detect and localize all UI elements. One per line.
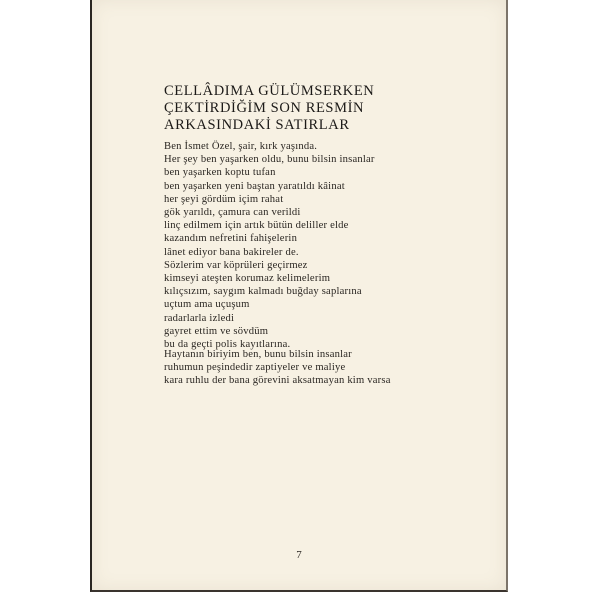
poem-line: ruhumun peşindedir zaptiyeler ve maliye — [164, 362, 346, 374]
book-page — [90, 0, 508, 592]
poem-line: Haytanın biriyim ben, bunu bilsin insanlar — [164, 349, 352, 360]
poem-line: kılıçsızım, saygım kalmadı buğday saplarına — [164, 286, 362, 298]
poem-line: Her şey ben yaşarken oldu, bunu bilsin insanlar — [164, 154, 375, 166]
poem-line: Ben İsmet Özel, şair, kırk yaşında. — [164, 141, 318, 152]
poem-line: bu da geçti polis kayıtlarına. — [164, 339, 291, 351]
poem-line: uçtum ama uçuşum — [164, 299, 250, 311]
poem-line: kimseyi ateşten korumaz kelimelerim — [164, 273, 331, 285]
poem-title-line: ÇEKTİRDİĞİM SON RESMİN — [164, 100, 365, 116]
poem-line: radarlarla izledi — [164, 312, 235, 324]
poem-title-line: ARKASINDAKİ SATIRLAR — [164, 117, 350, 133]
poem-line: kara ruhlu der bana görevini aksatmayan kim varsa — [164, 375, 391, 387]
poem-line: gayret ettim ve sövdüm — [164, 325, 269, 337]
poem-line: linç edilmem için artık bütün deliller elde — [164, 220, 349, 232]
poem-stanza-1 — [164, 140, 375, 351]
poem-line: her şeyi gördüm içim rahat — [164, 193, 284, 205]
poem-title — [164, 83, 484, 134]
poem-line: ben yaşarken yeni baştan yaratıldı kâinat — [164, 180, 345, 192]
page-number: 7 — [296, 549, 302, 561]
poem-title-line: CELLÂDIMA GÜLÜMSERKEN — [164, 83, 375, 99]
poem-stanza-2 — [164, 348, 391, 388]
poem-line: lânet ediyor bana bakireler de. — [164, 246, 299, 258]
poem-line: kazandım nefretini fahişelerin — [164, 233, 298, 245]
poem-line: Sözlerim var köprüleri geçirmez — [164, 259, 308, 271]
poem-line: gök yarıldı, çamura can verildi — [164, 207, 301, 219]
poem-line: ben yaşarken koptu tufan — [164, 167, 276, 179]
